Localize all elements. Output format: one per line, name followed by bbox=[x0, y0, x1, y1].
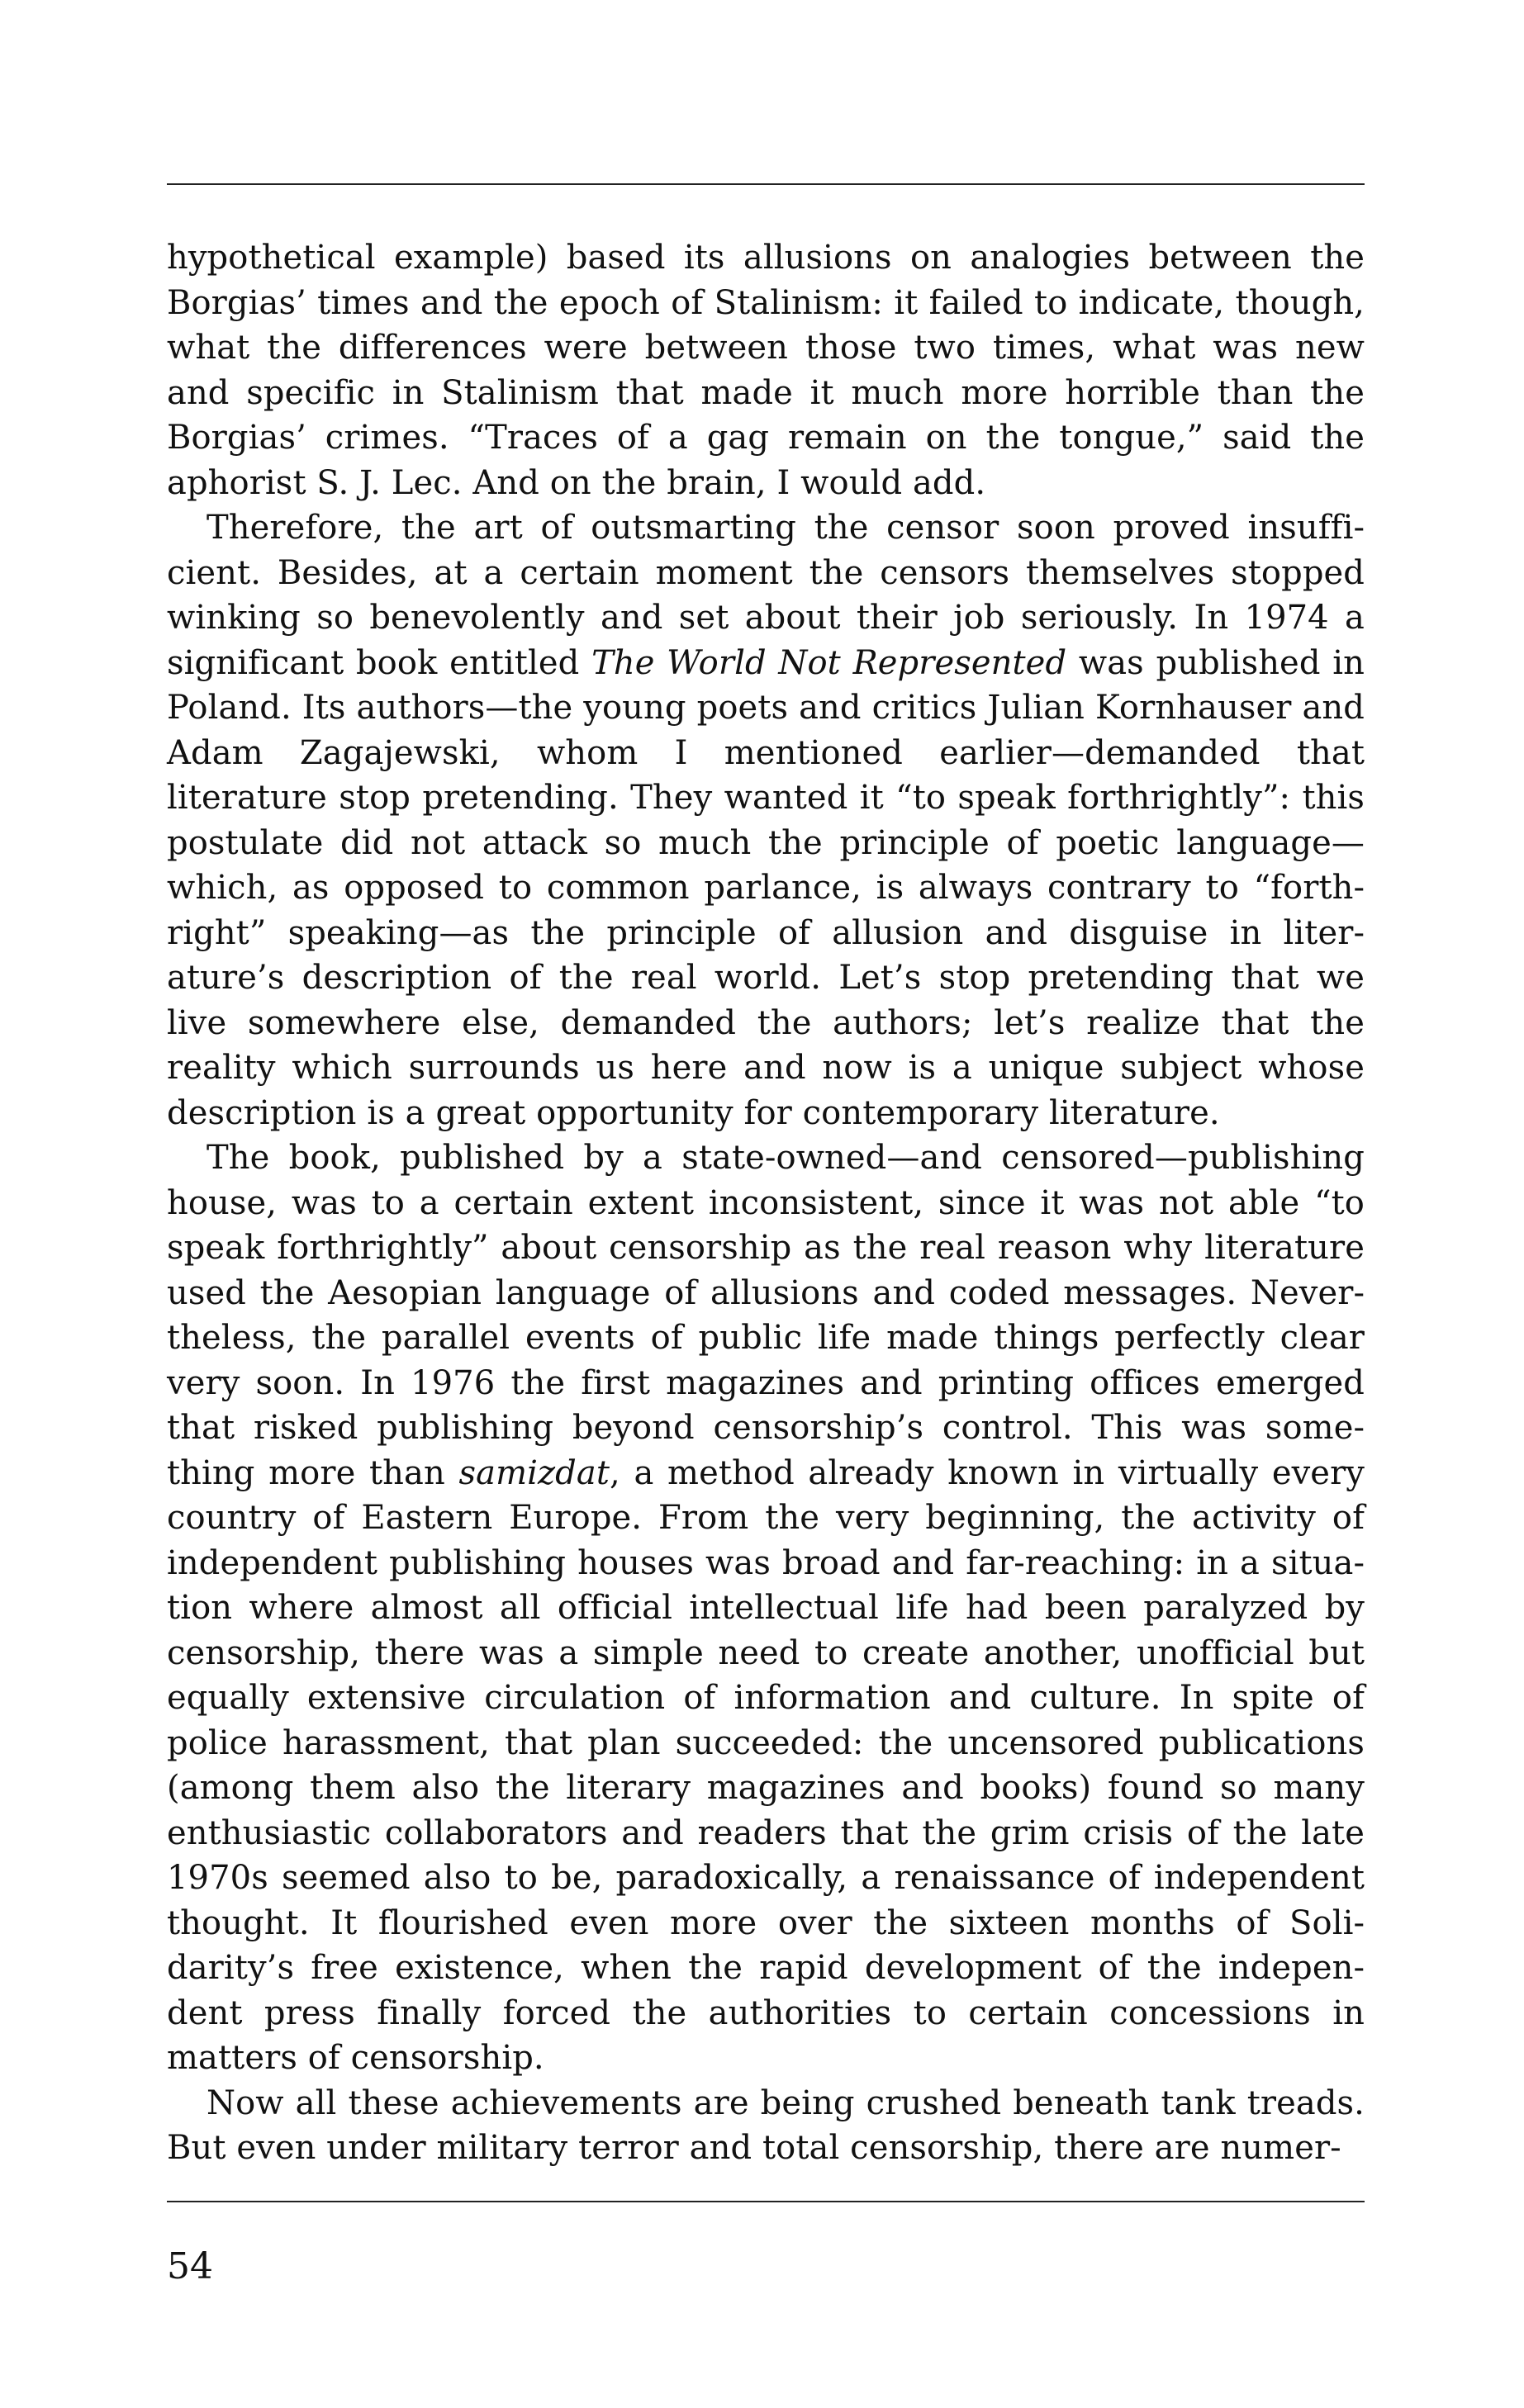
paragraph-1 bbox=[167, 235, 1365, 505]
paragraph-text: , a method already known in virtually every country of Eastern Europe. From the very beginning, the activity of independent publishing houses was broad and far-reaching: in a situation where almost all official intellectual life had been paralyzed by censorship, there was a simple need to create another, unofficial but equally extensive circulation of information and culture. In spite of police harassment, that plan succeeded: the uncensored publications (among them also the literary magazines and books) found so many enthusiastic collaborators and readers that the grim crisis of the late 1970s seemed also to be, paradoxically, a renaissance of independent thought. It flourished even more over the sixteen months of Solidarity’s free existence, when the rapid development of the independent press finally forced the authorities to certain concessions in matters of censorship. bbox=[167, 1453, 1365, 2077]
page-number: 54 bbox=[167, 2245, 213, 2287]
samizdat-italic: samizdat bbox=[458, 1453, 610, 1492]
body-text bbox=[167, 235, 1365, 2171]
paragraph-2 bbox=[167, 505, 1365, 1135]
paragraph-4 bbox=[167, 2081, 1365, 2171]
paragraph-3 bbox=[167, 1135, 1365, 2081]
header-rule bbox=[167, 183, 1365, 185]
book-title-italic: The World Not Represented bbox=[591, 643, 1067, 682]
footer-rule bbox=[167, 2201, 1365, 2202]
paragraph-text: Now all these achievements are being crushed beneath tank treads. But even under military terror and total censorship, there are numer- bbox=[167, 2083, 1365, 2167]
paragraph-text: The book, published by a state-owned—and censored—publishing house, was to a certain extent inconsistent, since it was not able “to speak forthrightly” about censorship as the real reason why literature used the Aesopian language of allusions and coded messages. Nevertheless, the parallel events of public life made things perfectly clear very soon. In 1976 the first magazines and printing offices emerged that risked publishing beyond censorship’s control. This was something more than bbox=[167, 1139, 1365, 1492]
paragraph-text: Therefore, the art of outsmarting the censor soon proved insufficient. Besides, at a certain moment the censors themselves stopped winking so benevolently and set about their job seriously. In 1974 a significant book entitled bbox=[167, 509, 1365, 682]
paragraph-text: hypothetical example) based its allusions on analogies between the Borgias’ times and the epoch of Stalinism: it failed to indicate, though, what the differences were between those two times, what was new and specific in Stalinism that made it much more horrible than the Borgias’ crimes. “Traces of a gag remain on the tongue,” said the aphorist S. J. Lec. And on the brain, I would add. bbox=[167, 239, 1365, 502]
paragraph-text: was published in Poland. Its authors—the young poets and critics Julian Kornhauser and Adam Zagajewski, whom I mentioned earlier—demanded that literature stop pretending. They wanted it “to speak forthrightly”: this postulate did not attack so much the principle of poetic language—which, as opposed to common parlance, is always contrary to “forthright” speaking—as the principle of allusion and disguise in literature’s description of the real world. Let’s stop pretending that we live somewhere else, demanded the authors; let’s realize that the reality which surrounds us here and now is a unique subject whose description is a great opportunity for contemporary literature. bbox=[167, 643, 1365, 1132]
